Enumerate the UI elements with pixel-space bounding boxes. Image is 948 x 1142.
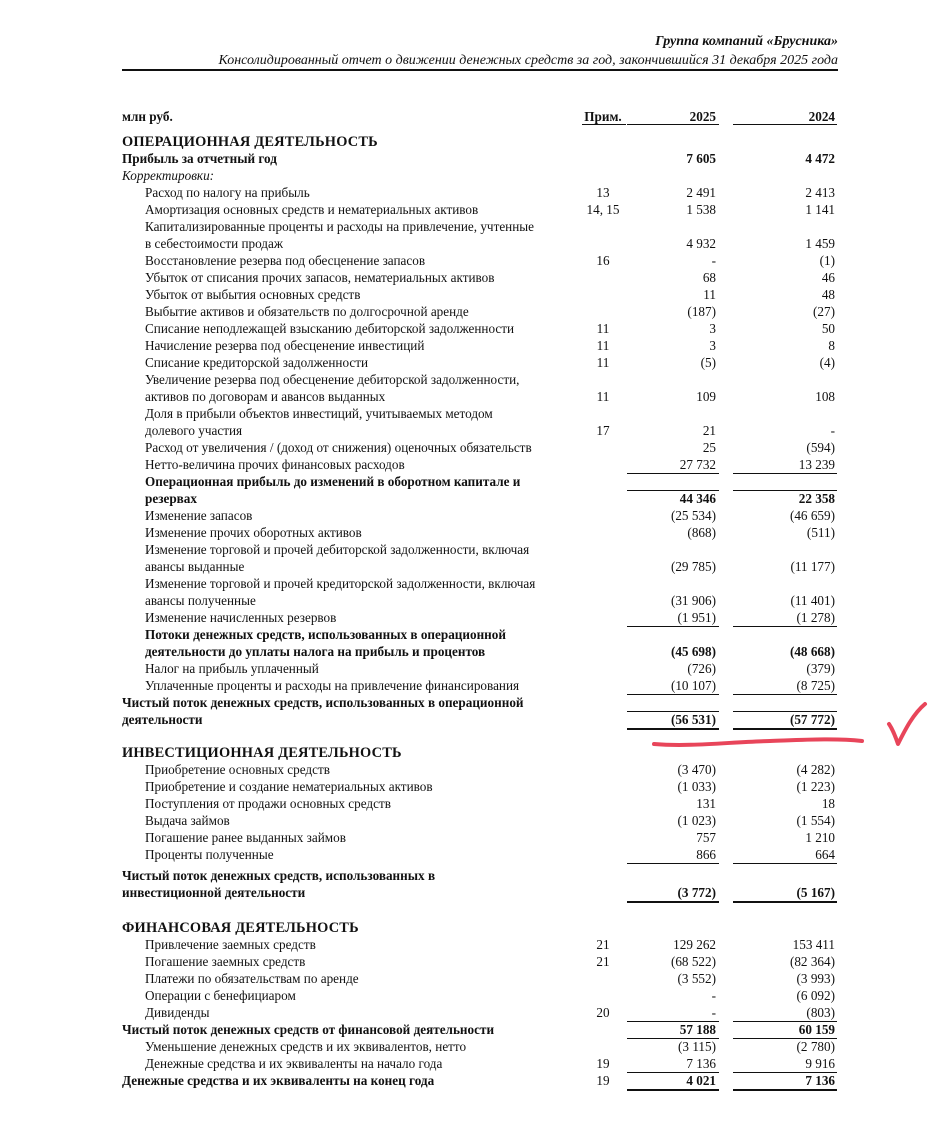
row-value-2025: (3 470)	[677, 762, 716, 777]
total-rule-2024	[733, 1072, 837, 1073]
row-value-2025: 866	[696, 847, 716, 862]
row-value-2024: (1 223)	[796, 779, 835, 794]
row-value-2025: (31 906)	[670, 593, 716, 608]
row-label: Платежи по обязательствам по аренде	[145, 971, 359, 986]
row-value-2024: -	[830, 423, 835, 438]
row-value-2024: 1 141	[805, 202, 835, 217]
row-value-2024: 50	[821, 321, 835, 336]
row-value-2024: (46 659)	[789, 508, 835, 523]
row-value-2024: (1 278)	[796, 610, 835, 625]
row-label: Уплаченные проценты и расходы на привлечение финансирования	[145, 678, 520, 693]
row-value-2024: (1)	[819, 253, 835, 268]
table-row	[0, 270, 948, 286]
table-row	[0, 796, 948, 812]
row-label: Убыток от выбытия основных средств	[145, 287, 361, 302]
row-value-2025: (868)	[687, 525, 716, 540]
row-label: Убыток от списания прочих запасов, нематериальных активов	[145, 270, 495, 285]
row-value-2025: (29 785)	[670, 559, 716, 574]
table-row	[0, 695, 948, 711]
table-row	[0, 525, 948, 541]
row-value-2024: (11 177)	[790, 559, 835, 574]
row-value-2024: 60 159	[798, 1022, 835, 1037]
row-value-2025: -	[711, 988, 716, 1003]
row-value-2025: 1 538	[686, 202, 716, 217]
table-row	[0, 1056, 948, 1072]
row-label: млн руб.	[122, 109, 173, 124]
row-value-2025: (45 698)	[670, 644, 716, 659]
table-row	[0, 457, 948, 473]
row-label: Капитализированные проценты и расходы на привлечение, учтенные	[145, 219, 535, 234]
table-row	[0, 491, 948, 507]
row-label: Погашение заемных средств	[145, 954, 306, 969]
table-row	[0, 151, 948, 167]
table-row	[0, 406, 948, 422]
red-checkmark-icon	[885, 700, 929, 750]
row-value-2024: (8 725)	[796, 678, 835, 693]
row-value-2024: 1 459	[805, 236, 835, 251]
row-value-2025: (68 522)	[670, 954, 716, 969]
row-label: Проценты полученные	[145, 847, 274, 862]
row-value-2024: (6 092)	[796, 988, 835, 1003]
row-value-2025: (3 115)	[678, 1039, 716, 1054]
total-rule-2024	[733, 1089, 837, 1091]
row-note: 11	[596, 355, 610, 370]
row-label: ОПЕРАЦИОННАЯ ДЕЯТЕЛЬНОСТЬ	[122, 134, 378, 150]
table-row	[0, 830, 948, 846]
total-rule-2024	[733, 124, 837, 125]
row-value-2025: 129 262	[673, 937, 716, 952]
row-value-2025: 3	[709, 321, 716, 336]
row-label: авансы выданные	[145, 559, 245, 574]
row-value-2025: (56 531)	[670, 712, 716, 727]
row-label: Нетто-величина прочих финансовых расходов	[145, 457, 405, 472]
row-value-2025: 757	[696, 830, 716, 845]
row-value-2024: (4 282)	[796, 762, 835, 777]
row-value-2025: (1 023)	[677, 813, 716, 828]
row-note: 19	[596, 1056, 610, 1071]
row-value-2024: (594)	[806, 440, 835, 455]
row-value-2024: 664	[815, 847, 835, 862]
table-row	[0, 355, 948, 371]
table-row	[0, 1073, 948, 1089]
row-label: Приобретение основных средств	[145, 762, 330, 777]
row-note: 14, 15	[586, 202, 620, 217]
total-rule-2024	[733, 694, 837, 695]
row-value-2025: (3 772)	[677, 885, 716, 900]
total-rule-2025	[627, 901, 719, 903]
table-row	[0, 813, 948, 829]
row-label: Привлечение заемных средств	[145, 937, 316, 952]
table-row	[0, 440, 948, 456]
company-name: Группа компаний «Брусника»	[655, 34, 838, 49]
row-label: Погашение ранее выданных займов	[145, 830, 346, 845]
row-value-2025: 11	[703, 287, 716, 302]
row-value-2025: 25	[702, 440, 716, 455]
table-row	[0, 423, 948, 439]
row-value-2024: 2024	[808, 109, 835, 124]
row-value-2024: (511)	[806, 525, 835, 540]
row-value-2025: -	[711, 1005, 716, 1020]
table-row	[0, 627, 948, 643]
table-row	[0, 885, 948, 901]
row-label: в себестоимости продаж	[145, 236, 283, 251]
row-label: деятельности	[122, 712, 203, 727]
row-label: Изменение запасов	[145, 508, 253, 523]
row-value-2024: 18	[821, 796, 835, 811]
row-value-2025: (1 033)	[677, 779, 716, 794]
row-label: Амортизация основных средств и нематериальных активов	[145, 202, 479, 217]
row-value-2024: (3 993)	[796, 971, 835, 986]
table-row	[0, 678, 948, 694]
total-rule-2025	[627, 124, 719, 125]
row-value-2024: (803)	[806, 1005, 835, 1020]
row-note: 11	[596, 389, 610, 404]
row-value-2024: (57 772)	[789, 712, 835, 727]
row-note: 21	[596, 954, 610, 969]
table-row	[0, 644, 948, 660]
table-row	[0, 610, 948, 626]
row-note: 11	[596, 321, 610, 336]
row-label: Изменение торговой и прочей дебиторской задолженности, включая	[145, 542, 530, 557]
row-value-2025: (187)	[687, 304, 716, 319]
table-row	[0, 389, 948, 405]
table-row	[0, 372, 948, 388]
row-label: Чистый поток денежных средств от финансовой деятельности	[122, 1022, 495, 1037]
row-label: Дивиденды	[145, 1005, 210, 1020]
row-value-2025: (1 951)	[677, 610, 716, 625]
row-value-2024: (4)	[819, 355, 835, 370]
row-value-2025: (3 552)	[677, 971, 716, 986]
table-row	[0, 202, 948, 218]
row-value-2024: 4 472	[805, 151, 835, 166]
total-rule-2024	[733, 1038, 837, 1039]
row-label: активов по договорам и авансов выданных	[145, 389, 386, 404]
row-note: 17	[596, 423, 610, 438]
total-rule-2024	[733, 711, 837, 712]
row-label: Списание кредиторской задолженности	[145, 355, 369, 370]
row-label: Поступления от продажи основных средств	[145, 796, 391, 811]
row-value-2024: 2 413	[805, 185, 835, 200]
total-rule-2025	[627, 694, 719, 695]
row-label: Потоки денежных средств, использованных в операционной	[145, 627, 506, 642]
total-rule-2025	[627, 1072, 719, 1073]
row-label: Прибыль за отчетный год	[122, 151, 277, 166]
row-value-2024: 22 358	[798, 491, 835, 506]
note-column-rule	[582, 124, 626, 125]
row-value-2024: (1 554)	[796, 813, 835, 828]
row-value-2025: (25 534)	[670, 508, 716, 523]
row-label: Уменьшение денежных средств и их эквивалентов, нетто	[145, 1039, 467, 1054]
row-label: ФИНАНСОВАЯ ДЕЯТЕЛЬНОСТЬ	[122, 920, 359, 936]
row-label: Денежные средства и их эквиваленты на начало года	[145, 1056, 443, 1071]
row-label: Списание неподлежащей взысканию дебиторской задолженности	[145, 321, 515, 336]
row-label: ИНВЕСТИЦИОННАЯ ДЕЯТЕЛЬНОСТЬ	[122, 745, 402, 761]
row-note: Прим.	[584, 109, 622, 124]
table-row	[0, 253, 948, 269]
row-value-2024: (5 167)	[796, 885, 835, 900]
row-value-2024: (379)	[806, 661, 835, 676]
total-rule-2025	[627, 711, 719, 712]
table-row	[0, 847, 948, 863]
row-label: Восстановление резерва под обесценение запасов	[145, 253, 426, 268]
table-row	[0, 109, 948, 125]
row-label: деятельности до уплаты налога на прибыль и процентов	[145, 644, 486, 659]
table-row	[0, 576, 948, 592]
row-note: 13	[596, 185, 610, 200]
table-row	[0, 219, 948, 235]
table-row	[0, 321, 948, 337]
row-label: Корректировки:	[122, 168, 215, 183]
row-label: Изменение торговой и прочей кредиторской задолженности, включая	[145, 576, 536, 591]
total-rule-2024	[733, 863, 837, 864]
report-subtitle: Консолидированный отчет о движении денежных средств за год, закончившийся 31 декабря 2025 года	[218, 53, 838, 68]
row-value-2025: -	[711, 253, 716, 268]
table-row	[0, 559, 948, 575]
row-value-2025: (726)	[687, 661, 716, 676]
row-value-2024: (82 364)	[789, 954, 835, 969]
row-label: Увеличение резерва под обесценение дебиторской задолженности,	[145, 372, 520, 387]
row-note: 11	[596, 338, 610, 353]
row-label: авансы полученные	[145, 593, 256, 608]
row-value-2025: 57 188	[679, 1022, 716, 1037]
total-rule-2025	[627, 1021, 719, 1022]
row-value-2024: (27)	[813, 304, 835, 319]
red-handwritten-underline	[650, 730, 870, 754]
row-value-2024: (11 401)	[790, 593, 835, 608]
table-row	[0, 304, 948, 320]
row-label: резервах	[145, 491, 197, 506]
row-label: Чистый поток денежных средств, использованных в операционной	[122, 695, 524, 710]
row-value-2024: (48 668)	[789, 644, 835, 659]
table-row	[0, 185, 948, 201]
row-value-2024: 48	[821, 287, 835, 302]
row-label: Расход по налогу на прибыль	[145, 185, 310, 200]
row-label: Начисление резерва под обесценение инвестиций	[145, 338, 425, 353]
total-rule-2024	[733, 473, 837, 474]
table-row	[0, 937, 948, 953]
table-row	[0, 474, 948, 490]
row-label: Операционная прибыль до изменений в оборотном капитале и	[145, 474, 521, 489]
table-row	[0, 1022, 948, 1038]
total-rule-2024	[733, 901, 837, 903]
row-value-2025: 21	[702, 423, 716, 438]
total-rule-2025	[627, 626, 719, 627]
row-value-2025: 131	[696, 796, 716, 811]
row-label: Выбытие активов и обязательств по долгосрочной аренде	[145, 304, 469, 319]
row-label: инвестиционной деятельности	[122, 885, 306, 900]
row-label: Приобретение и создание нематериальных активов	[145, 779, 433, 794]
total-rule-2025	[627, 473, 719, 474]
row-note: 21	[596, 937, 610, 952]
row-value-2025: 68	[702, 270, 716, 285]
row-label: Расход от увеличения / (доход от снижения) оценочных обязательств	[145, 440, 532, 455]
table-row	[0, 762, 948, 778]
row-value-2025: (5)	[700, 355, 716, 370]
row-note: 19	[596, 1073, 610, 1088]
table-row	[0, 712, 948, 728]
row-value-2024: 7 136	[805, 1073, 835, 1088]
row-value-2025: 4 021	[686, 1073, 716, 1088]
row-value-2025: 3	[709, 338, 716, 353]
total-rule-2025	[627, 863, 719, 864]
table-row	[0, 779, 948, 795]
row-value-2025: 109	[696, 389, 716, 404]
row-label: Операции с бенефициаром	[145, 988, 296, 1003]
row-value-2024: 13 239	[798, 457, 835, 472]
table-row	[0, 236, 948, 252]
row-label: Денежные средства и их эквиваленты на конец года	[122, 1073, 435, 1088]
row-note: 16	[596, 253, 610, 268]
row-value-2025: 27 732	[679, 457, 716, 472]
total-rule-2024	[733, 1021, 837, 1022]
table-row	[0, 338, 948, 354]
table-row	[0, 542, 948, 558]
row-value-2024: (2 780)	[796, 1039, 835, 1054]
row-label: Выдача займов	[145, 813, 230, 828]
table-row	[0, 1039, 948, 1055]
row-note: 20	[596, 1005, 610, 1020]
row-value-2025: 4 932	[686, 236, 716, 251]
total-rule-2025	[627, 1038, 719, 1039]
row-label: Доля в прибыли объектов инвестиций, учитываемых методом	[145, 406, 493, 421]
table-row	[0, 971, 948, 987]
table-row	[0, 988, 948, 1004]
row-value-2024: 46	[821, 270, 835, 285]
row-label: долевого участия	[145, 423, 243, 438]
row-value-2024: 153 411	[792, 937, 835, 952]
total-rule-2025	[627, 490, 719, 491]
total-rule-2024	[733, 490, 837, 491]
table-row	[0, 287, 948, 303]
row-value-2024: 8	[828, 338, 835, 353]
total-rule-2024	[733, 626, 837, 627]
row-label: Налог на прибыль уплаченный	[145, 661, 319, 676]
row-value-2025: 7 136	[686, 1056, 716, 1071]
row-value-2025: 2025	[689, 109, 716, 124]
row-value-2025: (10 107)	[670, 678, 716, 693]
table-row	[0, 661, 948, 677]
row-value-2025: 44 346	[679, 491, 716, 506]
table-row	[0, 508, 948, 524]
table-row	[0, 868, 948, 884]
section-heading	[0, 134, 948, 150]
row-label: Изменение прочих оборотных активов	[145, 525, 362, 540]
section-heading	[0, 920, 948, 936]
row-label: Изменение начисленных резервов	[145, 610, 337, 625]
table-row	[0, 954, 948, 970]
table-row	[0, 168, 948, 184]
row-label: Чистый поток денежных средств, использованных в	[122, 868, 436, 883]
total-rule-2025	[627, 1089, 719, 1091]
row-value-2024: 1 210	[805, 830, 835, 845]
row-value-2025: 7 605	[686, 151, 716, 166]
row-value-2024: 108	[815, 389, 835, 404]
row-value-2024: 9 916	[805, 1056, 835, 1071]
table-row	[0, 1005, 948, 1021]
table-row	[0, 593, 948, 609]
row-value-2025: 2 491	[686, 185, 716, 200]
